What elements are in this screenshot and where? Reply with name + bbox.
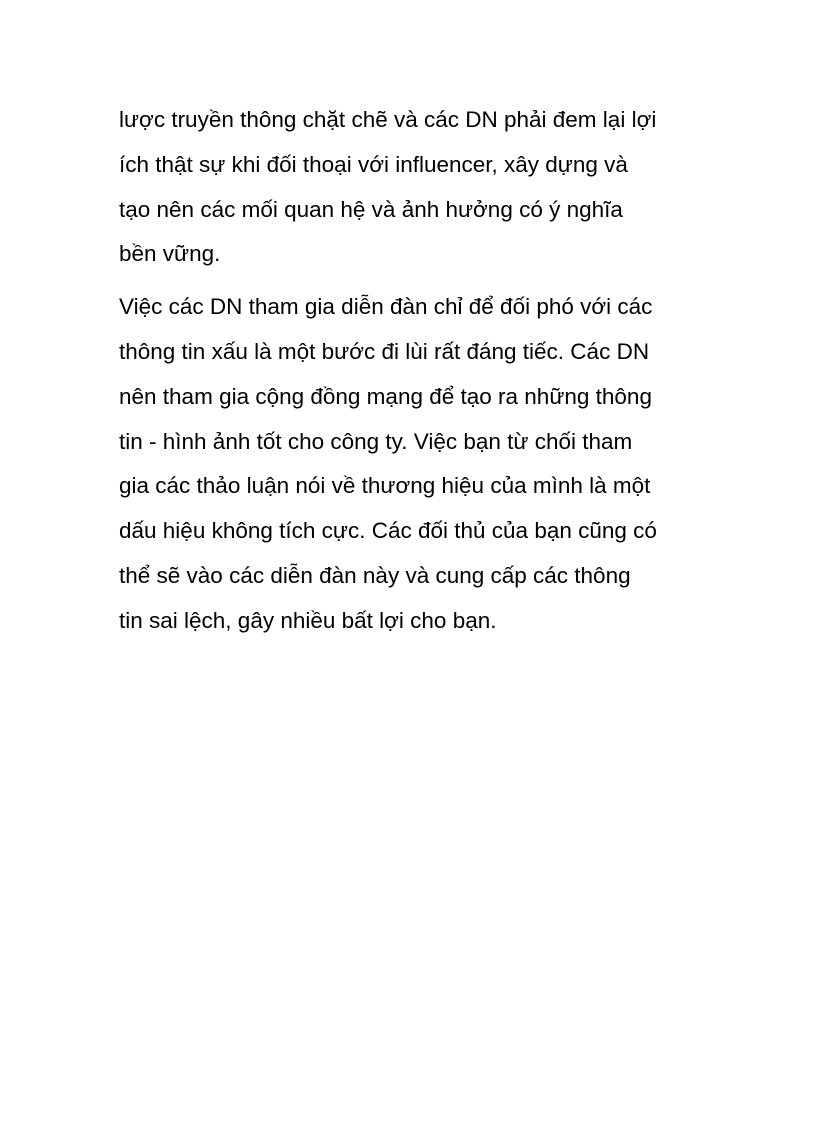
text-line: bền vững. xyxy=(119,241,221,267)
paragraph-2 xyxy=(119,285,719,643)
text-line: Việc các DN tham gia diễn đàn chỉ để đối phó với các xyxy=(119,294,653,320)
text-line: thể sẽ vào các diễn đàn này và cung cấp các thông xyxy=(119,562,631,588)
text-line: lược truyền thông chặt chẽ và các DN phải đem lại lợi xyxy=(119,107,657,132)
text-line: dấu hiệu không tích cực. Các đối thủ của bạn cũng có xyxy=(119,518,657,544)
paragraph-1 xyxy=(119,98,719,277)
document-body xyxy=(119,98,719,644)
text-line: gia các thảo luận nói về thương hiệu của mình là một xyxy=(119,473,651,499)
text-line: tin - hình ảnh tốt cho công ty. Việc bạn từ chối tham xyxy=(119,428,633,454)
text-line: nên tham gia cộng đồng mạng để tạo ra những thông xyxy=(119,383,652,409)
text-line: thông tin xấu là một bước đi lùi rất đáng tiếc. Các DN xyxy=(119,338,650,364)
text-line: tin sai lệch, gây nhiều bất lợi cho bạn. xyxy=(119,607,497,633)
text-line: tạo nên các mối quan hệ và ảnh hưởng có ý nghĩa xyxy=(119,196,623,222)
text-line: ích thật sự khi đối thoại với influencer, xây dựng và xyxy=(119,151,628,177)
